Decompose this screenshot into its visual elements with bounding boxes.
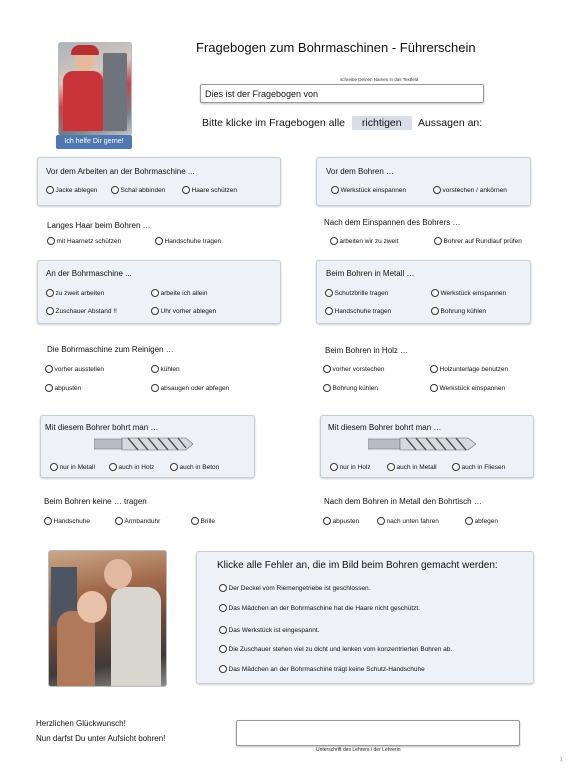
- question-12-option[interactable]: abfegen: [465, 517, 498, 525]
- instruction-highlight: richtigen: [352, 116, 412, 130]
- signature-label: Unterschrift des Lehrers / der Lehrerin: [316, 747, 401, 753]
- radio-button[interactable]: [434, 237, 442, 245]
- radio-button[interactable]: [325, 307, 333, 315]
- question-8-title: Beim Bohren in Holz …: [325, 346, 409, 355]
- radio-button[interactable]: [219, 584, 227, 592]
- radio-button[interactable]: [151, 365, 159, 373]
- question-7-option[interactable]: abpusten: [45, 384, 81, 392]
- radio-button[interactable]: [430, 365, 438, 373]
- radio-button[interactable]: [191, 517, 199, 525]
- question-12-title: Nach dem Bohren in Metall den Bohrtisch …: [324, 497, 482, 506]
- question-1-option[interactable]: Haare schützen: [182, 186, 237, 194]
- question-6-option[interactable]: Werkstück einspannen: [431, 289, 506, 297]
- radio-button[interactable]: [323, 384, 331, 392]
- radio-button[interactable]: [433, 186, 441, 194]
- radio-button[interactable]: [465, 517, 473, 525]
- question-5-option[interactable]: Zuschauer Abstand !!: [46, 307, 117, 315]
- question-5-option[interactable]: Uhr vorher ablegen: [151, 307, 216, 315]
- radio-button[interactable]: [219, 626, 227, 634]
- question-9-option[interactable]: auch in Beton: [170, 463, 219, 471]
- question-7-title: Die Bohrmaschine zum Reinigen …: [47, 345, 174, 354]
- radio-button[interactable]: [155, 237, 163, 245]
- question-7-option[interactable]: kühlen: [151, 365, 180, 373]
- radio-button[interactable]: [431, 307, 439, 315]
- question-11-option[interactable]: Handschuhe: [44, 517, 90, 525]
- radio-button[interactable]: [151, 289, 159, 297]
- question-7-option[interactable]: vorher ausstellen: [45, 365, 104, 373]
- question-10-option[interactable]: auch in Metall: [387, 463, 437, 471]
- radio-button[interactable]: [151, 384, 159, 392]
- radio-button[interactable]: [330, 237, 338, 245]
- radio-button[interactable]: [50, 463, 58, 471]
- congratulations-text: Herzlichen Glückwunsch! Nun darfst Du unter Aufsicht bohren!: [36, 719, 166, 743]
- question-10-title: Mit diesem Bohrer bohrt man …: [328, 423, 442, 432]
- radio-button[interactable]: [151, 307, 159, 315]
- question-4-option[interactable]: arbeiten wir zu zweit: [330, 237, 398, 245]
- radio-button[interactable]: [182, 186, 190, 194]
- name-hint: schreibe Deinen Namen in das Textfeld: [340, 77, 419, 82]
- question-6-option[interactable]: Schutzbrille tragen: [325, 289, 388, 297]
- radio-button[interactable]: [325, 289, 333, 297]
- question-11-option[interactable]: Armbanduhr: [115, 517, 160, 525]
- radio-button[interactable]: [219, 604, 227, 612]
- question-3-option[interactable]: Handschuhe tragen: [155, 237, 221, 245]
- radio-button[interactable]: [219, 665, 227, 673]
- question-8-option[interactable]: Werkstück einspannen: [430, 384, 505, 392]
- question-6-title: Beim Bohren in Metall …: [326, 269, 415, 278]
- error-option[interactable]: Der Deckel vom Riemengetriebe ist geschlossen.: [219, 584, 370, 592]
- radio-button[interactable]: [331, 186, 339, 194]
- question-8-option[interactable]: Bohrung kühlen: [323, 384, 378, 392]
- radio-button[interactable]: [46, 289, 54, 297]
- radio-button[interactable]: [44, 517, 52, 525]
- radio-button[interactable]: [46, 307, 54, 315]
- radio-button[interactable]: [330, 463, 338, 471]
- question-10-option[interactable]: auch in Fliesen: [452, 463, 505, 471]
- question-11-title: Beim Bohren keine … tragen: [44, 497, 147, 506]
- radio-button[interactable]: [170, 463, 178, 471]
- children-drilling-photo: [48, 550, 167, 687]
- radio-button[interactable]: [45, 365, 53, 373]
- question-5-option[interactable]: arbeite ich allein: [151, 289, 207, 297]
- question-3-title: Langes Haar beim Bohren …: [47, 221, 151, 230]
- help-button[interactable]: Ich helfe Dir gerne!: [56, 135, 132, 149]
- twist-drill-icon: [368, 436, 478, 452]
- question-7-option[interactable]: absaugen oder abfegen: [151, 384, 229, 392]
- page-title: Fragebogen zum Bohrmaschinen - Führerschein: [196, 40, 476, 55]
- radio-button[interactable]: [47, 237, 55, 245]
- error-option[interactable]: Die Zuschauer stehen viel zu dicht und lenken vom konzentrierten Bohren ab.: [219, 645, 452, 653]
- page-number: 1: [560, 757, 563, 763]
- question-9-title: Mit diesem Bohrer bohrt man …: [45, 423, 159, 432]
- radio-button[interactable]: [323, 517, 331, 525]
- question-9-option[interactable]: auch in Holz: [109, 463, 154, 471]
- radio-button[interactable]: [45, 384, 53, 392]
- error-option[interactable]: Das Mädchen an der Bohrmaschine trägt keine Schutz-Handschuhe: [219, 665, 425, 673]
- question-8-option[interactable]: vorher vorstechen: [323, 365, 385, 373]
- question-2-option[interactable]: Werkstück einspannen: [331, 186, 406, 194]
- question-1-option[interactable]: Jacke ablegen: [46, 186, 97, 194]
- radio-button[interactable]: [323, 365, 331, 373]
- student-drilling-photo: [58, 42, 132, 136]
- error-question-title: Klicke alle Fehler an, die im Bild beim Bohren gemacht werden:: [217, 560, 498, 571]
- question-box-1: [37, 157, 281, 206]
- radio-button[interactable]: [452, 463, 460, 471]
- twist-drill-icon: [94, 436, 194, 452]
- question-6-option[interactable]: Bohrung kühlen: [431, 307, 486, 315]
- question-8-option[interactable]: Holzunterlage benutzen: [430, 365, 508, 373]
- question-10-option[interactable]: nur in Holz: [330, 463, 371, 471]
- question-3-option[interactable]: mit Haarnetz schützen: [47, 237, 121, 245]
- error-option[interactable]: Das Mädchen an der Bohrmaschine hat die Haare nicht geschützt.: [219, 604, 420, 612]
- question-11-option[interactable]: Brille: [191, 517, 215, 525]
- signature-field[interactable]: [236, 720, 520, 746]
- question-box-2: [316, 157, 531, 206]
- question-9-option[interactable]: nur in Metall: [50, 463, 95, 471]
- question-12-option[interactable]: abpusten: [323, 517, 359, 525]
- question-6-option[interactable]: Handschuhe tragen: [325, 307, 391, 315]
- radio-button[interactable]: [377, 517, 385, 525]
- question-1-option[interactable]: Schal abbinden: [111, 186, 165, 194]
- radio-button[interactable]: [111, 186, 119, 194]
- radio-button[interactable]: [387, 463, 395, 471]
- question-12-option[interactable]: nach unten fahren: [377, 517, 439, 525]
- radio-button[interactable]: [46, 186, 54, 194]
- radio-button[interactable]: [115, 517, 123, 525]
- question-4-title: Nach dem Einspannen des Bohrers …: [324, 218, 461, 227]
- radio-button[interactable]: [109, 463, 117, 471]
- instruction: Bitte klicke im Fragebogen alle richtigen Aussagen an:: [202, 117, 483, 129]
- question-2-option[interactable]: vorstechen / ankörnen: [433, 186, 507, 194]
- question-5-title: An der Bohrmaschine ...: [46, 269, 132, 278]
- question-2-title: Vor dem Bohren …: [326, 167, 395, 176]
- question-5-option[interactable]: zu zweit arbeiten: [46, 289, 104, 297]
- name-field[interactable]: Dies ist der Fragebogen von: [200, 84, 484, 103]
- radio-button[interactable]: [219, 645, 227, 653]
- radio-button[interactable]: [430, 384, 438, 392]
- question-4-option[interactable]: Bohrer auf Rundlauf prüfen: [434, 237, 522, 245]
- error-option[interactable]: Das Werkstück ist eingespannt.: [219, 626, 319, 634]
- radio-button[interactable]: [431, 289, 439, 297]
- question-1-title: Vor dem Arbeiten an der Bohrmaschine ...: [46, 167, 195, 176]
